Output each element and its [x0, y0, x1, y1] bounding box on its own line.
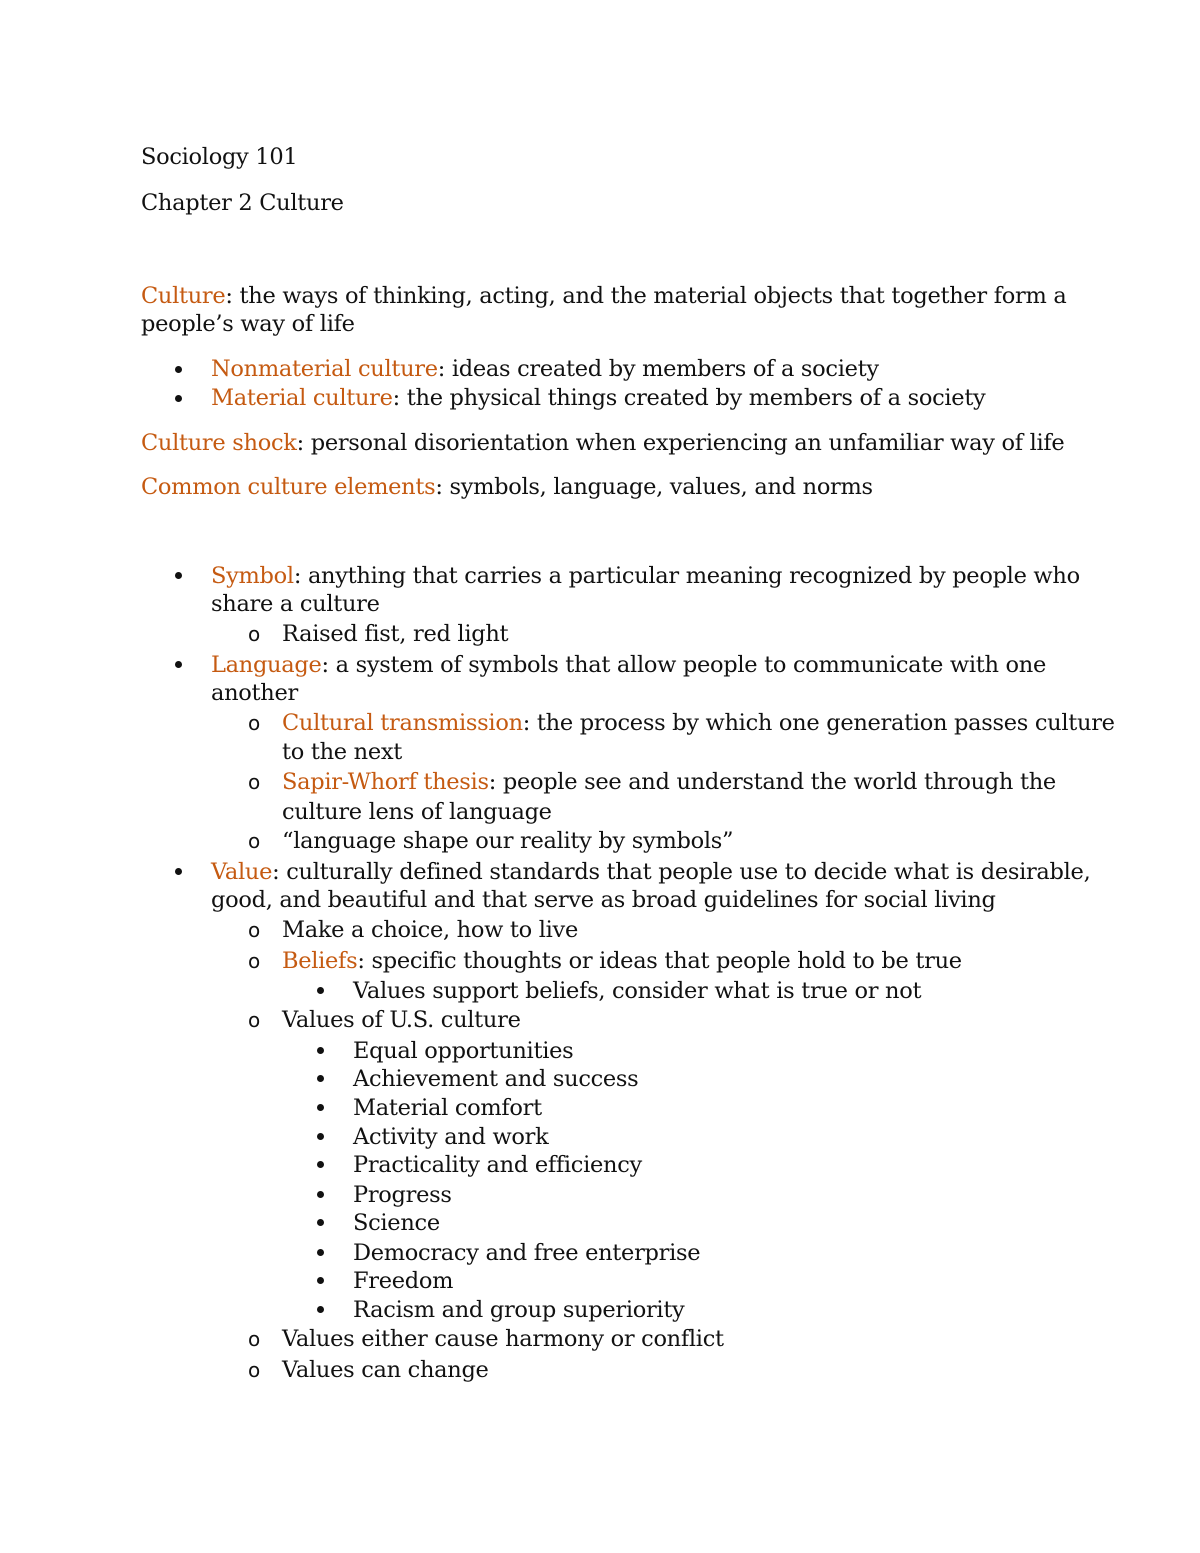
- values-harmony: Values either cause harmony or conflict: [282, 1326, 724, 1352]
- cultural-transmission-definition: : the process by which one generation passes culture: [522, 710, 1115, 736]
- material-culture-term: Material culture: [211, 385, 393, 411]
- common-elements-term: Common culture elements: [141, 474, 436, 500]
- language-item-line2: another: [211, 680, 298, 706]
- beliefs-term: Beliefs: [282, 948, 358, 974]
- us-value-item: Democracy and free enterprise: [353, 1240, 701, 1266]
- us-value-item: Progress: [353, 1182, 452, 1208]
- cultural-transmission-term: Cultural transmission: [282, 710, 523, 736]
- bullet-icon: [317, 1075, 324, 1082]
- symbol-term: Symbol: [211, 563, 294, 589]
- value-term: Value: [211, 859, 273, 885]
- cultural-transmission-line2: to the next: [282, 739, 402, 765]
- us-value-item: Material comfort: [353, 1095, 542, 1121]
- language-definition: : a system of symbols that allow people to communicate with one: [321, 652, 1046, 678]
- symbol-definition: : anything that carries a particular meaning recognized by people who: [293, 563, 1080, 589]
- bullet-icon: [175, 661, 182, 668]
- course-title: Sociology 101: [141, 144, 298, 170]
- culture-shock-definition: [141, 429, 1064, 457]
- us-value-item: Activity and work: [353, 1124, 549, 1150]
- material-culture-item: [211, 384, 985, 412]
- value-choice: Make a choice, how to live: [282, 917, 578, 943]
- us-value-item: Freedom: [353, 1268, 454, 1294]
- bullet-icon: [317, 1047, 324, 1054]
- common-elements-text: : symbols, language, values, and norms: [435, 474, 873, 500]
- circle-bullet-icon: o: [248, 1358, 261, 1382]
- bullet-icon: [317, 987, 324, 994]
- circle-bullet-icon: o: [248, 1008, 261, 1032]
- bullet-icon: [175, 868, 182, 875]
- bullet-icon: [317, 1161, 324, 1168]
- us-value-item: Science: [353, 1210, 440, 1236]
- circle-bullet-icon: o: [248, 949, 261, 973]
- nonmaterial-culture-item: [211, 355, 879, 383]
- sapir-whorf-line1: [282, 768, 1056, 796]
- bullet-icon: [317, 1133, 324, 1140]
- symbol-item-line1: [211, 562, 1080, 590]
- material-culture-definition: : the physical things created by members of a society: [392, 385, 986, 411]
- us-value-item: Achievement and success: [353, 1066, 639, 1092]
- nonmaterial-culture-term: Nonmaterial culture: [211, 356, 438, 382]
- beliefs-item: [282, 947, 962, 975]
- sapir-whorf-definition: : people see and understand the world through the: [488, 769, 1056, 795]
- us-value-item: Racism and group superiority: [353, 1297, 685, 1323]
- bullet-icon: [317, 1249, 324, 1256]
- sapir-whorf-line2: culture lens of language: [282, 799, 552, 825]
- common-elements-definition: [141, 473, 873, 501]
- language-quote: “language shape our reality by symbols”: [282, 828, 734, 854]
- beliefs-note: Values support beliefs, consider what is true or not: [353, 978, 922, 1004]
- us-value-item: Practicality and efficiency: [353, 1152, 642, 1178]
- sapir-whorf-term: Sapir-Whorf thesis: [282, 769, 489, 795]
- circle-bullet-icon: o: [248, 711, 261, 735]
- bullet-icon: [317, 1277, 324, 1284]
- bullet-icon: [317, 1104, 324, 1111]
- bullet-icon: [175, 572, 182, 579]
- language-item-line1: [211, 651, 1046, 679]
- bullet-icon: [175, 366, 182, 373]
- us-value-item: Equal opportunities: [353, 1038, 574, 1064]
- language-term: Language: [211, 652, 322, 678]
- beliefs-definition: : specific thoughts or ideas that people hold to be true: [357, 948, 962, 974]
- us-values-label: Values of U.S. culture: [282, 1007, 521, 1033]
- bullet-icon: [317, 1306, 324, 1313]
- symbol-example: Raised fist, red light: [282, 621, 509, 647]
- bullet-icon: [317, 1191, 324, 1198]
- cultural-transmission-line1: [282, 709, 1115, 737]
- chapter-title: Chapter 2 Culture: [141, 190, 344, 216]
- values-change: Values can change: [282, 1357, 489, 1383]
- value-item-line1: [211, 858, 1090, 886]
- culture-shock-text: : personal disorientation when experiencing an unfamiliar way of life: [296, 430, 1065, 456]
- culture-definition-line2: people’s way of life: [141, 311, 355, 337]
- bullet-icon: [175, 395, 182, 402]
- culture-definition-line1: [141, 282, 1066, 310]
- symbol-item-line2: share a culture: [211, 591, 380, 617]
- circle-bullet-icon: o: [248, 770, 261, 794]
- value-item-line2: good, and beautiful and that serve as broad guidelines for social living: [211, 887, 996, 913]
- nonmaterial-culture-definition: : ideas created by members of a society: [437, 356, 879, 382]
- circle-bullet-icon: o: [248, 1327, 261, 1351]
- value-definition: : culturally defined standards that people use to decide what is desirable,: [272, 859, 1091, 885]
- circle-bullet-icon: o: [248, 622, 261, 646]
- culture-shock-term: Culture shock: [141, 430, 297, 456]
- circle-bullet-icon: o: [248, 829, 261, 853]
- culture-definition-text: : the ways of thinking, acting, and the material objects that together form a: [225, 283, 1067, 309]
- bullet-icon: [317, 1219, 324, 1226]
- circle-bullet-icon: o: [248, 918, 261, 942]
- culture-term: Culture: [141, 283, 226, 309]
